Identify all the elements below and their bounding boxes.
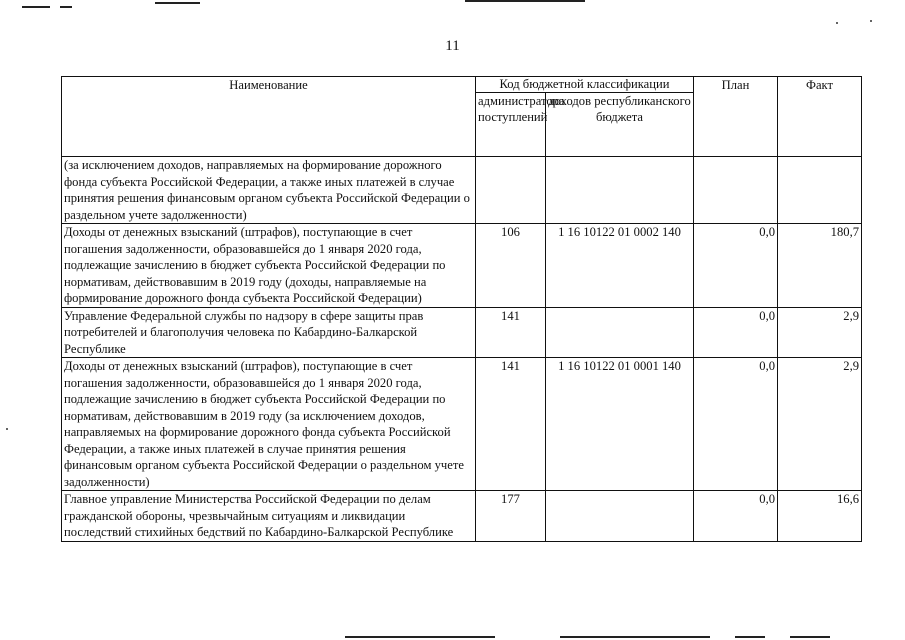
table-body [62, 157, 862, 542]
row-plan: 0,0 [694, 491, 778, 542]
row-income-code: 1 16 10122 01 0002 140 [546, 224, 694, 308]
row-plan [694, 157, 778, 224]
row-fact: 2,9 [778, 358, 862, 491]
scan-artifact-bottom-center [345, 636, 495, 638]
row-plan: 0,0 [694, 224, 778, 308]
table-row [62, 491, 862, 542]
row-name: (за исключением доходов, направляемых на формирование дорожного фонда субъекта Российской Федерации, а также иных платежей в случае принятия решения финансовым органом субъекта Российской Федерации о раздельном учете задолженности) [62, 157, 476, 224]
row-fact: 180,7 [778, 224, 862, 308]
header-name: Наименование [62, 77, 476, 157]
scan-artifact-top-left [22, 6, 50, 8]
row-fact: 2,9 [778, 307, 862, 358]
row-name: Главное управление Министерства Российской Федерации по делам гражданской обороны, чрезвычайным ситуациям и ликвидации последствий стихийных бедствий по Кабардино-Балкарской Республике [62, 491, 476, 542]
row-income-code [546, 157, 694, 224]
header-admin: администратора поступлений [476, 93, 546, 157]
row-admin-code: 177 [476, 491, 546, 542]
row-fact: 16,6 [778, 491, 862, 542]
scan-artifact-bottom-right [560, 636, 710, 638]
scan-dot-1 [836, 22, 838, 24]
header-income: доходов республиканского бюджета [546, 93, 694, 157]
table-row [62, 358, 862, 491]
row-admin-code: 141 [476, 307, 546, 358]
row-fact [778, 157, 862, 224]
row-plan: 0,0 [694, 307, 778, 358]
row-name: Управление Федеральной службы по надзору в сфере защиты прав потребителей и благополучия человека по Кабардино-Балкарской Республике [62, 307, 476, 358]
header-fact: Факт [778, 77, 862, 157]
page-number: 11 [445, 38, 460, 54]
header-plan: План [694, 77, 778, 157]
row-admin-code: 106 [476, 224, 546, 308]
scan-artifact-top-mid-left [155, 2, 200, 4]
scan-artifact-bottom-right-2 [735, 636, 765, 638]
scan-artifact-top-left-2 [60, 6, 72, 8]
row-name: Доходы от денежных взысканий (штрафов), поступающие в счет погашения задолженности, образовавшейся до 1 января 2020 года, подлежащие зачислению в бюджет субъекта Российской Федерации по нормативам, действовавшим в 2019 году (за исключением доходов, направляемых на формирование дорожного фонда субъекта Российской Федерации, а также иных платежей в случае принятия решения финансовым органом субъекта Российской Федерации о раздельном учете задолженности) [62, 358, 476, 491]
budget-table [61, 76, 862, 542]
row-admin-code: 141 [476, 358, 546, 491]
scan-dot-2 [870, 20, 872, 22]
row-income-code [546, 491, 694, 542]
row-name: Доходы от денежных взысканий (штрафов), поступающие в счет погашения задолженности, образовавшейся до 1 января 2020 года, подлежащие зачислению в бюджет субъекта Российской Федерации по нормативам, действовавшим в 2019 году (доходы, направляемые на формирование дорожного фонда субъекта Российской Федерации) [62, 224, 476, 308]
table-row [62, 224, 862, 308]
row-plan: 0,0 [694, 358, 778, 491]
header-kbk: Код бюджетной классификации [476, 77, 694, 93]
row-income-code [546, 307, 694, 358]
row-income-code: 1 16 10122 01 0001 140 [546, 358, 694, 491]
table-row [62, 157, 862, 224]
row-admin-code [476, 157, 546, 224]
table-row [62, 307, 862, 358]
scan-artifact-bottom-right-3 [790, 636, 830, 638]
scan-artifact-top-center [465, 0, 585, 2]
scan-dot-3 [6, 428, 8, 430]
